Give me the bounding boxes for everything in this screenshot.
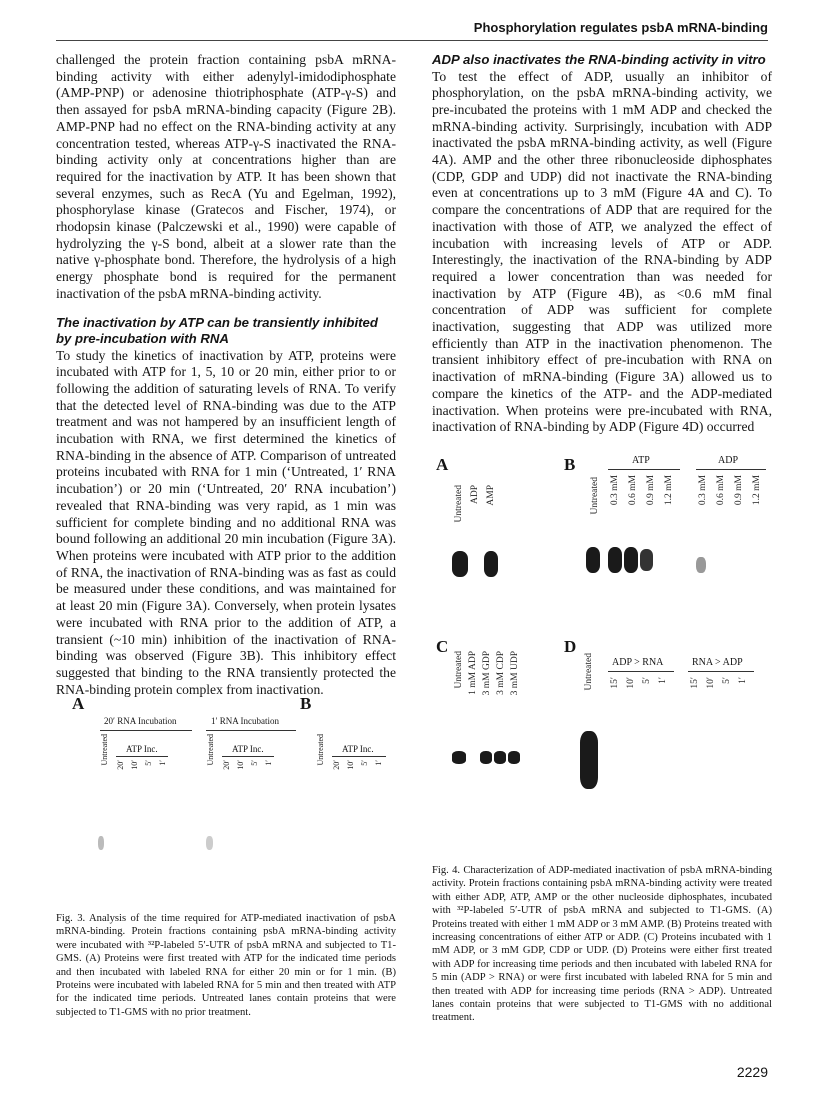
fig3-a2-t3: 5′ xyxy=(250,760,259,766)
fig3-caption: Fig. 3. Analysis of the time required for ATP-mediated inactivation of psbA mRNA-binding. Protein fractions containing psbA mRNA-binding activity were incubated with ³²P-labeled 5′-UTR of psbA mRNA and subjected to T1-GMS. (A) Proteins were first treated with ATP for the indicated time periods and then incubated with labeled RNA for either 20 min or for 1 min. (B) Proteins were incubated with labeled RNA for 5 min and then treated with ATP for the indicated time periods. Untreated lanes contain proteins that were subjected to T1-GMS with no prior treatment. xyxy=(56,913,396,1018)
fig4-b-band-untreated xyxy=(586,547,600,573)
header-rule xyxy=(56,40,768,41)
fig4-b-band-atp-1 xyxy=(608,547,622,573)
fig3-group1-rule xyxy=(100,730,192,731)
fig3-a2-atp-rule xyxy=(222,756,274,757)
figure-3 xyxy=(56,690,396,902)
section-heading-atp: The inactivation by ATP can be transiently inhibited by pre-incubation with RNA xyxy=(56,314,378,347)
fig4-c-band-cdp xyxy=(494,751,506,764)
fig4-d-g1-t3: 5′ xyxy=(642,677,652,684)
fig4-panel-a-letter: A xyxy=(436,455,449,474)
fig3-a1-atp-rule xyxy=(116,756,168,757)
fig4-b-atp-rule xyxy=(608,469,680,470)
fig4-d-g1-t1: 15′ xyxy=(610,677,620,689)
fig3-b-atp-inc: ATP Inc. xyxy=(342,744,374,754)
fig4-b-adp-c4: 1.2 mM xyxy=(752,475,762,506)
fig3-a1-untreated: Untreated xyxy=(100,734,109,766)
fig4-panel-b-letter: B xyxy=(564,455,576,474)
fig3-a1-t4: 1′ xyxy=(158,760,167,766)
fig4-b-atp-label: ATP xyxy=(632,455,650,466)
fig3-panel-b-letter: B xyxy=(300,694,312,713)
fig4-d-g2-t4: 1′ xyxy=(738,677,748,684)
fig4-d-group-rna-adp: RNA > ADP xyxy=(692,657,743,668)
fig4-d-band-untreated xyxy=(580,731,598,789)
fig4-d-g2-t2: 10′ xyxy=(706,677,716,689)
fig3-a1-atp-inc: ATP Inc. xyxy=(126,744,158,754)
fig4-panel-d-letter: D xyxy=(564,637,577,656)
fig4-c-untreated: Untreated xyxy=(454,651,464,689)
fig3-a2-t1: 20′ xyxy=(222,760,231,770)
fig3-group2-rule xyxy=(206,730,296,731)
fig4-d-untreated: Untreated xyxy=(584,653,594,691)
fig3-gel-signal-a2 xyxy=(206,836,213,850)
fig3-a2-atp-inc: ATP Inc. xyxy=(232,744,264,754)
fig4-a-band-untreated xyxy=(452,551,468,577)
page-number: 2229 xyxy=(736,1064,768,1080)
fig4-b-atp-c4: 1.2 mM xyxy=(664,475,674,506)
fig4-c-adp: 1 mM ADP xyxy=(468,651,478,695)
figure-4 xyxy=(432,455,772,855)
fig3-a2-untreated: Untreated xyxy=(206,734,215,766)
fig3-b-t2: 10′ xyxy=(346,760,355,770)
fig4-b-atp-c3: 0.9 mM xyxy=(646,475,656,506)
section-heading-adp: ADP also inactivates the RNA-binding activity in vitro xyxy=(432,52,766,67)
fig3-a2-t2: 10′ xyxy=(236,760,245,770)
fig4-c-band-untreated xyxy=(452,751,466,764)
left-column xyxy=(56,52,396,698)
fig4-d-group-adp-rna: ADP > RNA xyxy=(612,657,664,668)
fig3-a1-t1: 20′ xyxy=(116,760,125,770)
fig4-panel-c-letter: C xyxy=(436,637,449,656)
fig3-b-atp-rule xyxy=(332,756,386,757)
fig4-b-atp-c1: 0.3 mM xyxy=(610,475,620,506)
fig4-a-untreated: Untreated xyxy=(454,485,464,523)
fig4-d-g1-t2: 10′ xyxy=(626,677,636,689)
fig4-b-atp-c2: 0.6 mM xyxy=(628,475,638,506)
fig3-b-untreated: Untreated xyxy=(316,734,325,766)
fig4-b-adp-c1: 0.3 mM xyxy=(698,475,708,506)
fig3-a2-t4: 1′ xyxy=(264,760,273,766)
fig4-caption: Fig. 4. Characterization of ADP-mediated inactivation of psbA mRNA-binding activity. Protein fractions containing psbA mRNA-binding activity were treated with either ADP, ATP, AMP or the other nucleoside diphosphates, incubated with ³²P-labeled 5′-UTR of psbA mRNA and subjected to T1-GMS. (A) Proteins treated with either 1 mM ADP or 3 mM AMP. (B) Proteins treated with increasing concentrations of either ATP or ADP. (C) Proteins incubated with 1 mM ADP, or 3 mM GDP, CDP or UDP. (D) Proteins were either first treated with ADP for increasing time periods and then incubated with labeled RNA for 5 min (ADP > RNA) or were first incubated with labeled RNA for 5 min and then treated with ADP for increasing time periods (RNA > ADP). Untreated lanes contain proteins that were subjected to T1-GMS with no additional treatment. xyxy=(432,865,772,1024)
left-para-2: To study the kinetics of inactivation by ATP, proteins were incubated with ATP for 1, 5, 10 or 20 min, either prior to or following the addition of saturating levels of RNA. To verify that the detected level of RNA-binding was due to the ATP treatment and was not hampered by an insufficient length of incubation with RNA, we first determined the kinetics of RNA-binding in the absence of ATP. Comparison of untreated proteins incubated with RNA for 1 min (‘Untreated, 1′ RNA incubation’) or 20 min (‘Untreated, 20′ RNA incubation’) revealed that RNA-binding was very rapid, as 1 min was sufficient for complete binding and no additional RNA was bound following an additional 20 min incubation (Figure 3A). When proteins were incubated with ATP prior to the addition of RNA, the inactivation of RNA-binding was as fast as could be measured under these conditions, and was maintained for at least 20 min (Figure 3A). Conversely, when protein lysates were incubated with RNA prior to the addition of ATP, a transient (~10 min) inhibition of the inactivation of RNA-binding was observed (Figure 3B). This inhibitory effect suggested that binding to the RNA transiently protected the RNA-binding protein complex from inactivation. xyxy=(56,347,396,697)
fig4-a-amp: AMP xyxy=(486,485,496,506)
fig4-c-udp: 3 mM UDP xyxy=(510,651,520,696)
fig4-b-band-atp-3 xyxy=(640,549,653,571)
fig4-c-band-udp xyxy=(508,751,520,764)
fig4-b-adp-label: ADP xyxy=(718,455,739,466)
left-para-1: challenged the protein fraction containing psbA mRNA-binding activity with either adenylyl-imidodiphosphate (AMP-PNP) or adenosine thiotriphosphate (ATP-γ-S) and then assayed for psbA mRNA-binding capacity (Figure 2B). AMP-PNP had no effect on the RNA-binding activity at any concentration tested, whereas ATP-γ-S inactivated the RNA-binding activity only at concentrations higher than are required for the inactivation by ATP. It has been shown that several enzymes, such as RecA (Yu and Egelman, 1992), phosphorylase kinase (Gratecos and Fischer, 1974), or rhodopsin kinase (Palczewski et al., 1990) were capable of hydrolyzing the γ-S bond, albeit at a slower rate than the native γ-phosphate bond. Therefore, the hydrolysis of a high energy phosphate bond is required for the permanent inactivation of the psbA mRNA-binding activity. xyxy=(56,52,396,301)
fig4-b-adp-c2: 0.6 mM xyxy=(716,475,726,506)
fig3-a1-t2: 10′ xyxy=(130,760,139,770)
fig4-d-group2-rule xyxy=(688,671,754,672)
fig4-c-gdp: 3 mM GDP xyxy=(482,651,492,696)
fig4-b-adp-rule xyxy=(696,469,766,470)
fig3-group-1min: 1′ RNA Incubation xyxy=(211,716,279,726)
running-title: Phosphorylation regulates psbA mRNA-binding xyxy=(473,20,768,35)
fig4-c-cdp: 3 mM CDP xyxy=(496,651,506,695)
fig4-b-adp-c3: 0.9 mM xyxy=(734,475,744,506)
right-column xyxy=(432,52,772,436)
fig4-a-adp: ADP xyxy=(470,485,480,505)
fig4-b-untreated: Untreated xyxy=(590,477,600,515)
fig3-b-t1: 20′ xyxy=(332,760,341,770)
fig4-c-band-gdp xyxy=(480,751,492,764)
fig3-panel-a-letter: A xyxy=(72,694,85,713)
fig4-d-g2-t1: 15′ xyxy=(690,677,700,689)
fig4-d-g1-t4: 1′ xyxy=(658,677,668,684)
fig4-a-band-amp xyxy=(484,551,498,577)
fig4-b-band-adp-1 xyxy=(696,557,706,573)
fig3-group-20min: 20′ RNA Incubation xyxy=(104,716,177,726)
fig4-b-band-atp-2 xyxy=(624,547,638,573)
fig3-b-t3: 5′ xyxy=(360,760,369,766)
fig3-b-t4: 1′ xyxy=(374,760,383,766)
fig3-gel-signal-a1 xyxy=(98,836,104,850)
fig4-d-group1-rule xyxy=(608,671,674,672)
right-para: To test the effect of ADP, usually an inhibitor of phosphorylation, on the psbA mRNA-binding activity, we pre-incubated the proteins with 1 mM ADP and checked the mRNA-binding activity. Surprisingly, incubation with ADP inactivated the psbA mRNA-binding activity, as well (Figure 4A). AMP and the other three ribonucleoside diphosphates (CDP, GDP and UDP) did not inactivate the RNA-binding even at concentrations up to 3 mM (Figure 4A and C). To compare the concentrations of ADP that are required for the inactivation with those of ATP, we analyzed the effect of incubation with increasing levels of ATP or ADP. Interestingly, the inactivation of the RNA-binding by ADP required a lower concentration than was needed for inactivation by ATP (Figure 4B), as <0.6 mM final concentration of ADP was sufficient for complete inactivation, suggesting that ADP was utilized more efficiently than ATP in the inactivation phenomenon. The transient inhibitory effect of pre-incubation with RNA on inactivation of mRNA-binding (Figure 3A) allowed us to compare the kinetics of the ATP- and the ADP-mediated inactivation. When proteins were pre-incubated with RNA, inactivation of RNA-binding by ADP (Figure 4D) occurred xyxy=(432,68,772,435)
fig3-a1-t3: 5′ xyxy=(144,760,153,766)
fig4-d-g2-t3: 5′ xyxy=(722,677,732,684)
